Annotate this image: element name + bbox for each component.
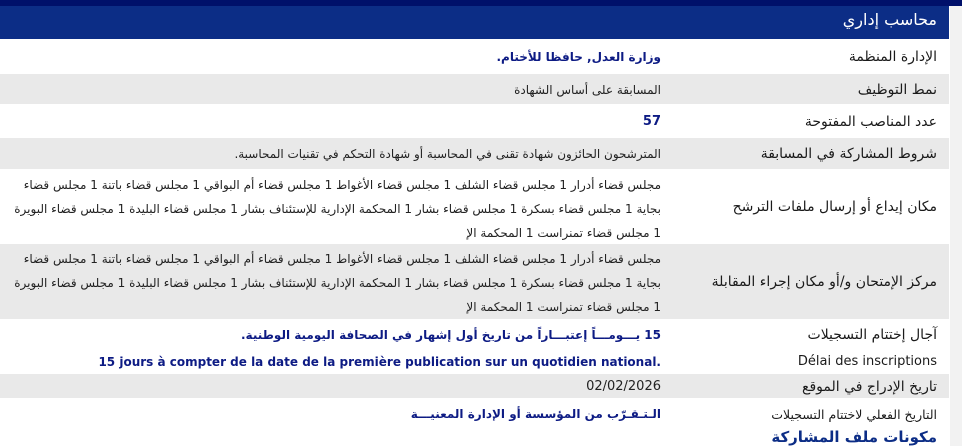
scrollbar-track[interactable] <box>950 6 962 446</box>
row-label: Délai des inscriptions <box>797 354 937 369</box>
row-participation-conditions <box>0 137 949 170</box>
section-title: محاسب إداري <box>842 10 937 29</box>
row-label: آجال إختتام التسجيلات <box>807 326 937 343</box>
row-application-submission-place <box>0 169 949 244</box>
row-value: 02/02/2026 <box>586 379 661 394</box>
row-label: شروط المشاركة في المسابقة <box>760 146 937 162</box>
row-posting-date <box>0 373 949 399</box>
row-value: 57 <box>642 114 661 129</box>
row-label: نمط التوظيف <box>857 81 937 98</box>
row-registration-deadline-ar <box>0 319 949 349</box>
row-open-positions <box>0 104 949 138</box>
row-value: 15 يـــومـــاً إعتبـــاراً من تاريخ أول إشهار في الصحافة اليومية الوطنية. <box>241 327 661 342</box>
row-label: عدد المناصب المفتوحة <box>804 113 937 130</box>
row-value: مجلس قضاء أدرار 1 مجلس قضاء الشلف 1 مجلس قضاء الأغواط 1 مجلس قضاء أم البواقي 1 مجلس قضاء باتنة 1 مجلس قضاء بجاية 1 مجلس قضاء بسكرة 1 مجلس قضاء بشار 1 المحكمة الإدارية للإستئناف بشار 1 مجلس قضاء البليدة 1 مجلس قضاء البويرة 1 مجلس قضاء تمنراست 1 المحكمة الإ <box>14 252 661 314</box>
row-value: المسابقة على أساس الشهادة <box>514 82 661 97</box>
row-exam-center <box>0 243 949 320</box>
row-actual-closing-date <box>0 398 949 429</box>
row-label: تاريخ الإدراج في الموقع <box>802 378 937 395</box>
row-value: المترشحون الحائزون شهادة تقنى في المحاسبة أو شهادة التحكم في تقنيات المحاسبة. <box>234 147 661 161</box>
section-header <box>0 6 949 39</box>
row-organizing-administration <box>0 39 949 74</box>
row-value: وزارة العدل, حافظا للأختام. <box>496 50 661 64</box>
row-label: مركز الإمتحان و/أو مكان إجراء المقابلة <box>711 274 937 290</box>
row-registration-deadline-fr <box>0 348 949 374</box>
next-section-title: مكونات ملف المشاركة <box>771 428 937 446</box>
next-section-header <box>0 428 949 446</box>
row-recruitment-mode <box>0 73 949 105</box>
row-label: الإدارة المنظمة <box>848 49 937 65</box>
row-value: مجلس قضاء أدرار 1 مجلس قضاء الشلف 1 مجلس قضاء الأغواط 1 مجلس قضاء أم البواقي 1 مجلس قضاء باتنة 1 مجلس قضاء بجاية 1 مجلس قضاء بسكرة 1 مجلس قضاء بشار 1 المحكمة الإدارية للإستئناف بشار 1 مجلس قضاء البليدة 1 مجلس قضاء البويرة 1 مجلس قضاء تمنراست 1 المحكمة الإ <box>14 178 661 240</box>
row-label: مكان إيداع أو إرسال ملفات الترشح <box>732 199 937 215</box>
row-label: التاريخ الفعلي لاختتام التسجيلات <box>771 406 937 422</box>
row-value: الـتـقـرّب من المؤسسة أو الإدارة المعنيـــة <box>410 407 661 421</box>
row-value: 15 jours à compter de la date de la première publication sur un quotidien national. <box>98 354 661 369</box>
